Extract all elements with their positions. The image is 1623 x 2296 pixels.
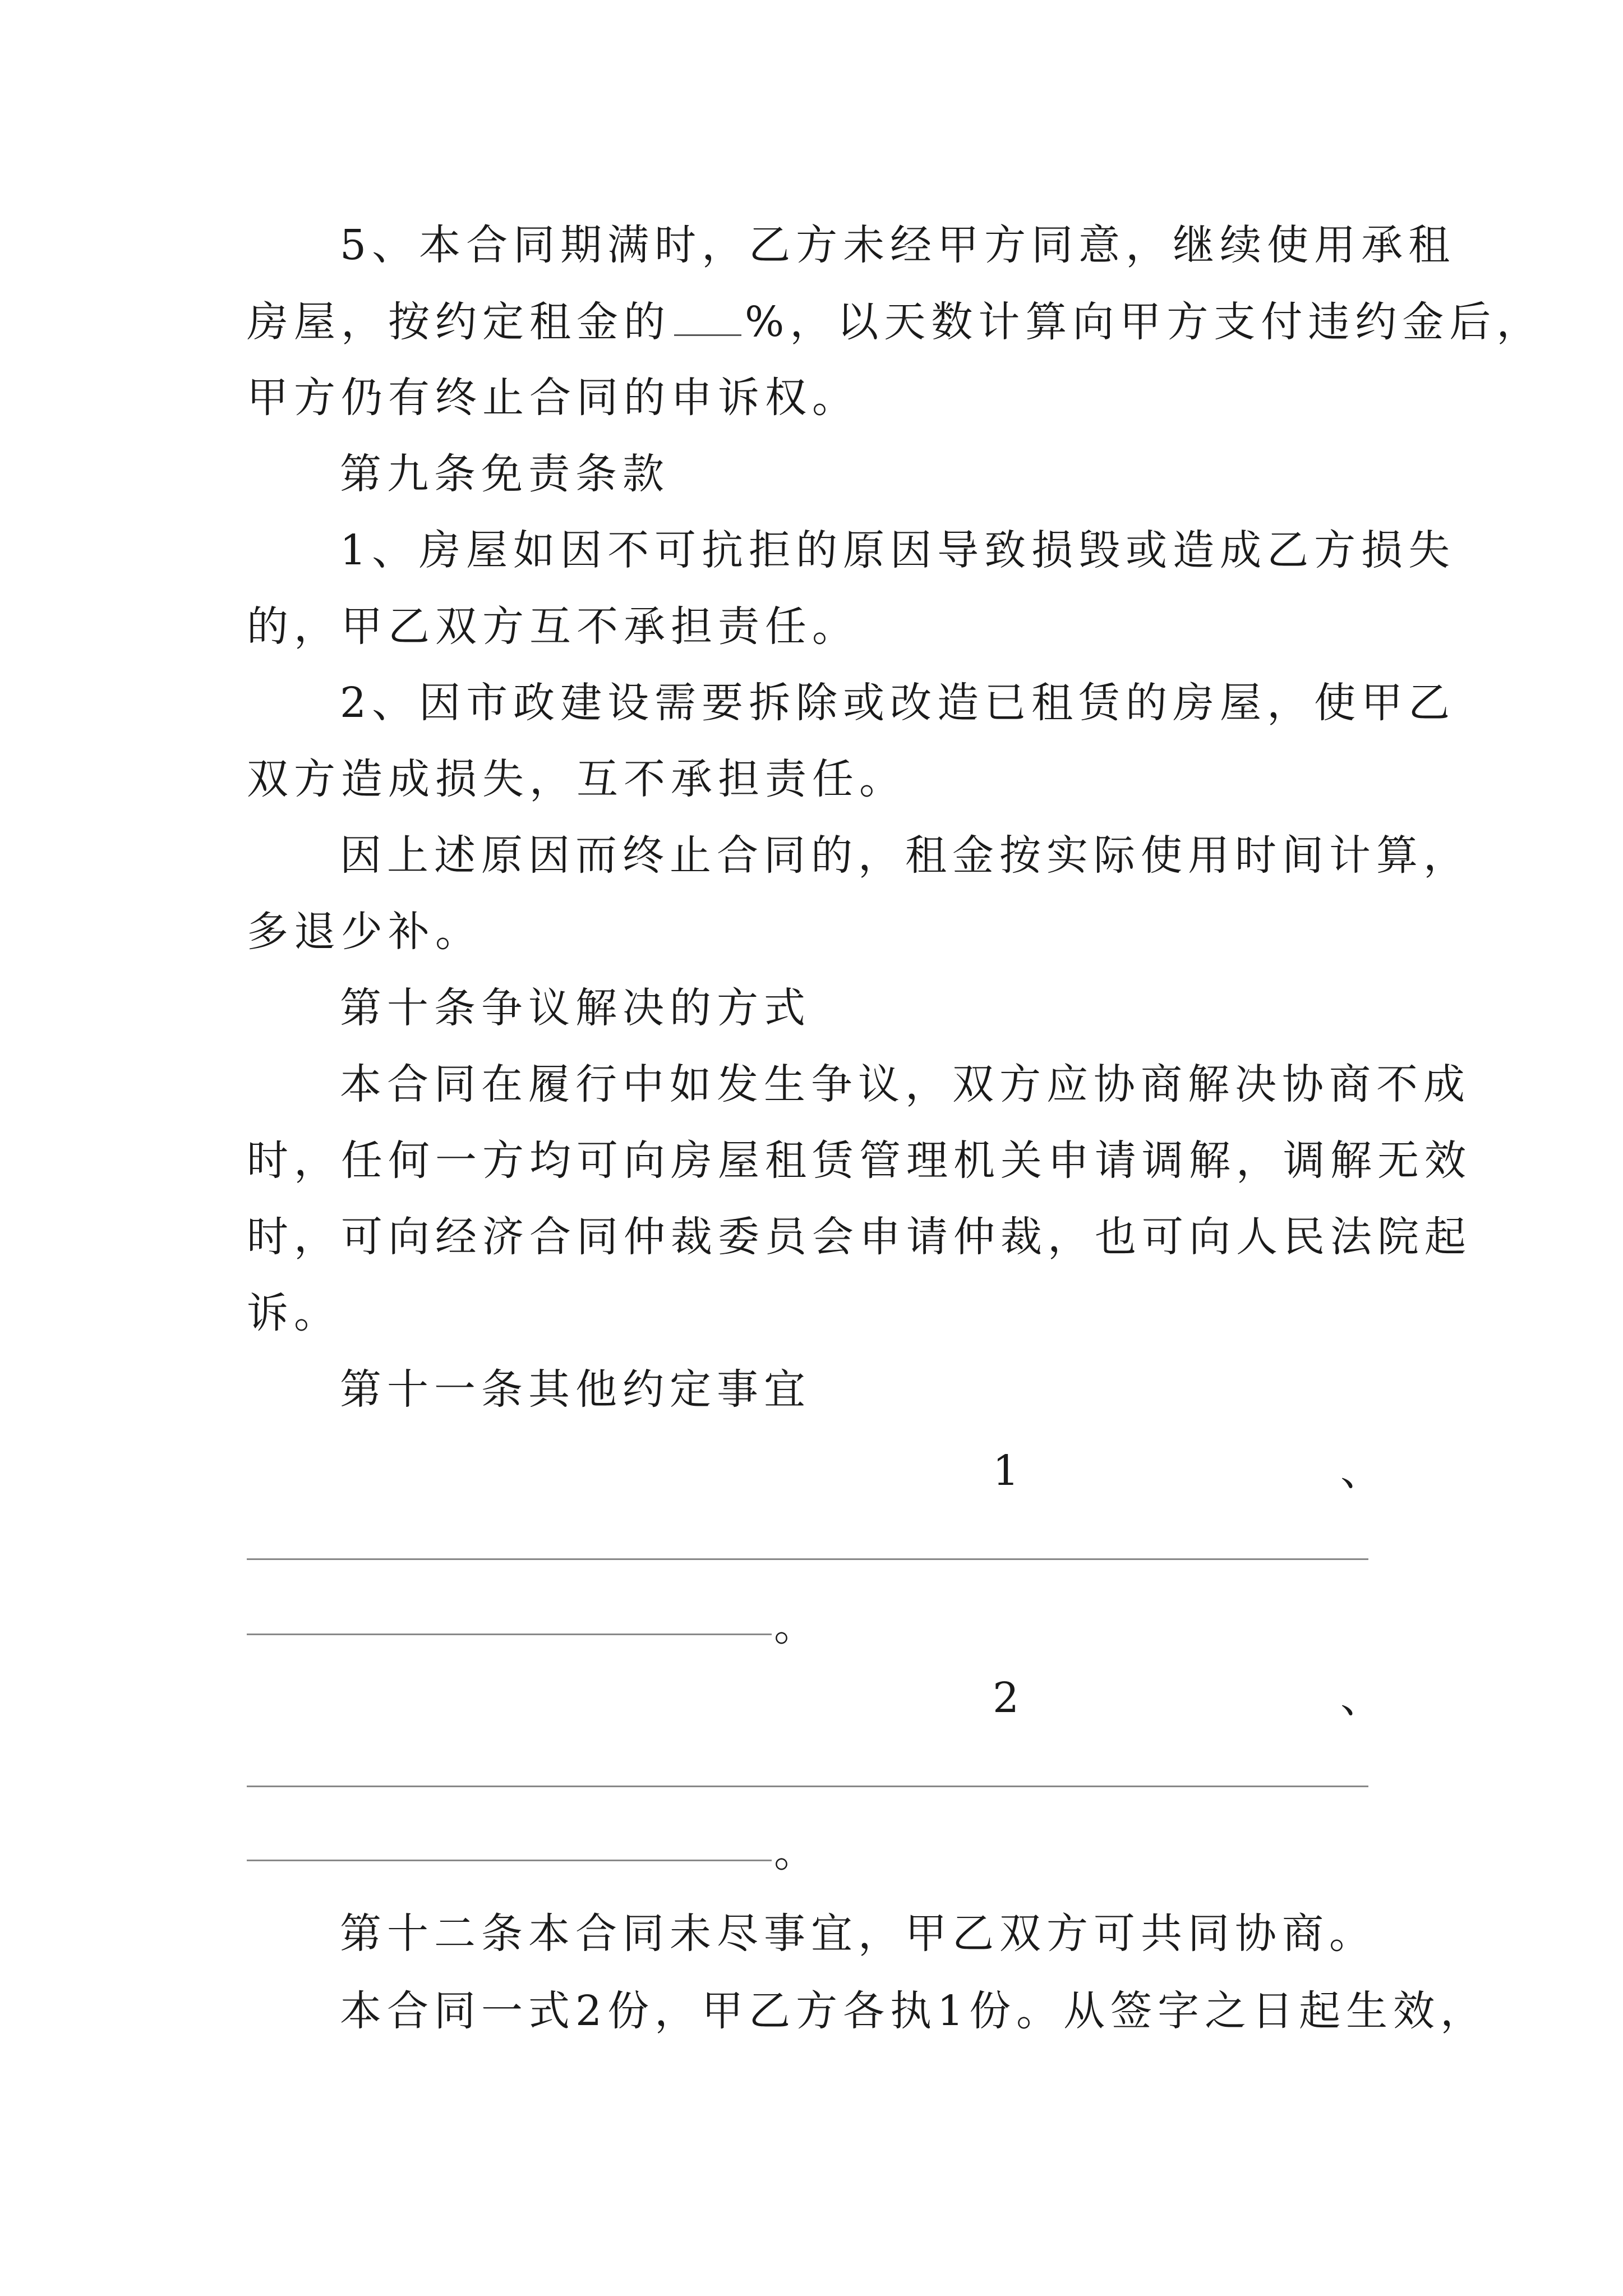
article-10-line-2: 时，任何一方均可向房屋租赁管理机关申请调解，调解无效: [247, 1137, 1472, 1185]
clause-5-line-2-text-a: 房屋，按约定租金的: [247, 298, 671, 346]
article-9-item-3-line-2: 多退少补。: [247, 908, 482, 956]
article-10-line-3: 时，可向经济合同仲裁委员会申请仲裁，也可向人民法院起: [247, 1213, 1472, 1261]
article-10-line-1: 本合同在履行中如发生争议，双方应协商解决协商不成: [340, 1060, 1470, 1108]
article-9-item-2-line-1: 2、因市政建设需要拆除或改造已租赁的房屋，使甲乙: [340, 679, 1456, 727]
final-line: 本合同一式2份，甲乙方各执1份。从签字之日起生效，: [340, 1987, 1488, 2035]
clause-5-line-2-text-b: %，以天数计算向甲方支付违约金后，: [745, 298, 1544, 346]
article-11-title: 第十一条其他约定事宜: [340, 1365, 811, 1414]
item-1-separator: 、: [1340, 1447, 1382, 1495]
article-10-line-4: 诉。: [247, 1289, 341, 1337]
article-12-line: 第十二条本合同未尽事宜，甲乙双方可共同协商。: [340, 1910, 1376, 1958]
item-1-number: 1: [993, 1447, 1020, 1495]
article-9-item-1-line-2: 的，甲乙双方互不承担责任。: [247, 602, 859, 651]
item-2-end-mark: 。: [774, 1828, 815, 1876]
percent-blank: [674, 302, 741, 336]
article-9-item-2-line-2: 双方造成损失，互不承担责任。: [247, 755, 906, 803]
article-10-title: 第十条争议解决的方式: [340, 984, 811, 1032]
clause-5-line-1: 5、本合同期满时，乙方未经甲方同意，继续使用承租: [340, 221, 1456, 269]
clause-5-line-2: [247, 298, 1544, 346]
item-2-blank-line-1: [247, 1786, 1368, 1787]
item-2-number: 2: [993, 1674, 1020, 1722]
item-1-end-mark: 。: [774, 1602, 815, 1650]
clause-5-line-3: 甲方仍有终止合同的申诉权。: [247, 374, 859, 422]
item-1-blank-line-2: [247, 1634, 772, 1635]
item-2-separator: 、: [1340, 1674, 1382, 1722]
item-1-blank-line-1: [247, 1558, 1368, 1560]
article-9-item-1-line-1: 1、房屋如因不可抗拒的原因导致损毁或造成乙方损失: [340, 526, 1456, 574]
article-9-title: 第九条免责条款: [340, 450, 670, 498]
article-9-item-3-line-1: 因上述原因而终止合同的，租金按实际使用时间计算，: [340, 831, 1470, 880]
item-2-blank-line-2: [247, 1860, 772, 1861]
